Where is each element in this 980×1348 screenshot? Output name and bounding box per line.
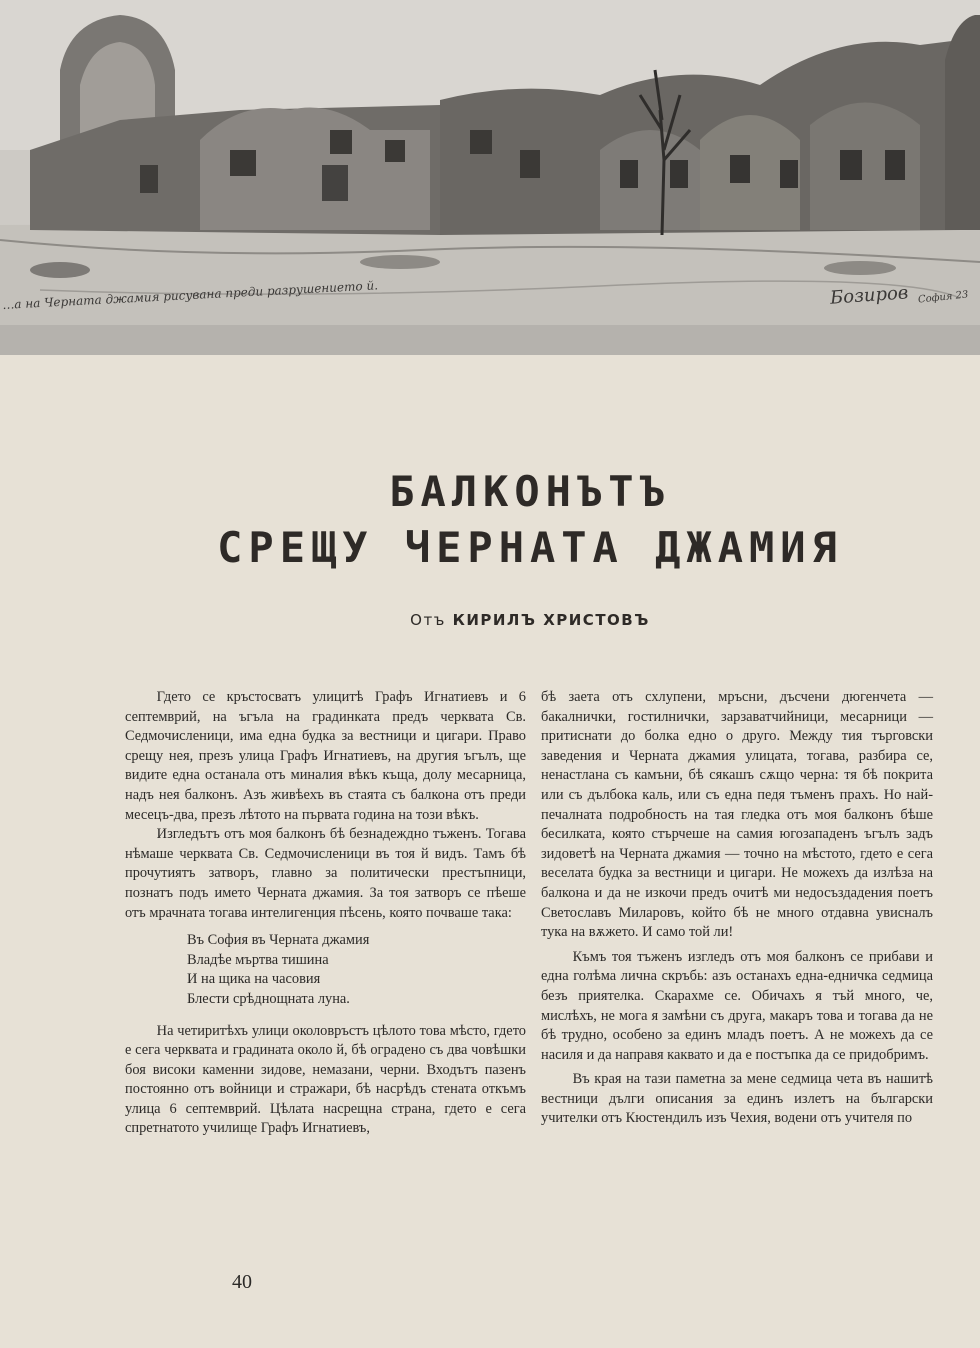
artist-signature: Бозиров — [829, 282, 909, 309]
byline — [0, 611, 980, 629]
paragraph: Къмъ тоя тъженъ изгледъ отъ моя балконъ се прибави и една голѣма лична скръбь: азъ останахъ една-едничка седмица безъ приятелка. Скарахме се. Обичахъ я тъй много, че, мислѣхъ, не мога я замѣни съ друга, макаръ това и тогава да не бѣ трудно, особено за единъ младъ поетъ. А не можехъ да се насиля и да направя каквато и да е постъпка да се придобримъ. — [541, 948, 933, 1063]
article-title-line-2: СРЕЩУ ЧЕРНАТА ДЖАМИЯ — [217, 523, 843, 572]
right-column — [541, 688, 933, 1129]
verse-line: Въ София въ Черната джамия — [187, 932, 370, 949]
page-number: 40 — [232, 1271, 252, 1293]
byline-prefix: Отъ — [410, 611, 446, 629]
paragraph: бѣ заета отъ схлупени, мръсни, дъсчени дюгенчета — бакалнички, гостилнички, зарзаватчийници, месарници — притиснати до болка едно о друго. Между тия търговски заведения и Черната джамия улицата, тогава, разбира се, ненастлана съ камъни, бѣ сякашъ сѫщо черна: тя бѣ покрита или съ дълбока каль, или съ една педя тъменъ прахъ. Но най-печалната подробность на тая гледка отъ моя балконъ бѣше бесилката, която стърчеше на самия югозападенъ ъгълъ задъ зидоветѣ на Черната джамия — точно на мѣстото, гдето е сега веселата будка за вестници и цигари. Не можехъ да излѣза на балкона и да не изкочи предъ очитѣ ми недосъздадения поетъ Светославъ Миларовъ, който бѣ не много отдавна увисналъ тука на вѫжето. И само той ли! — [541, 689, 933, 941]
verse-line: И на щика на часовия — [187, 971, 321, 988]
paragraph: На четиритѣхъ улици околовръстъ цѣлото това мѣсто, гдето е сега черквата и градината около й, бѣ оградено съ два човѣшки боя високи каменни зидове, немазани, черни. Входътъ пазенъ постоянно отъ войници и стражари, бѣ насрѣдъ стената откъмъ улица 6 септемврий. Цѣлата насрещна страна, гдето е сега спретнатото училище Графъ Игнатиевъ, — [125, 1022, 526, 1137]
paragraph: Изгледътъ отъ моя балконъ бѣ безнадеждно тъженъ. Тогава нѣмаше черквата Св. Седмочисленици въ тоя й видъ. Тамъ бѣ прочутиятъ затворъ, главно за политически престъпници, познатъ подъ името Черната джамия. За тоя затворъ се пѣеше отъ мрачната тогава интелигенция пѣсень, която почваше така: — [125, 826, 526, 921]
artist-signature-place: София 23 — [917, 289, 969, 306]
paragraph: Въ края на тази паметна за мене седмица чета въ нашитѣ вестници дълги описания за единъ излетъ на български учителки отъ Кюстендилъ изъ Чехия, водени отъ учителя по — [541, 1071, 933, 1127]
verse-quote — [187, 931, 526, 1009]
article-title-line-1: БАЛКОНЪТЪ — [389, 467, 671, 516]
verse-line: Владѣе мъртва тишина — [187, 951, 329, 968]
paragraph: Гдето се кръстосватъ улицитѣ Графъ Игнатиевъ и 6 септемврий, на ъгъла на градинката предъ черквата Св. Седмочисленици, има една будка за вестници и цигари. Право срещу нея, презъ улица Графъ Игнатиевъ, на другия ъгълъ, ще видите една останала отъ миналия вѣкъ къща, долу месарница, надъ нея балконъ. Азъ живѣехъ въ стаята съ балкона отъ преди месецъ-два, презъ лѣтото на първата година на този вѣкъ. — [125, 689, 526, 823]
left-column — [125, 688, 526, 1139]
illustration-caption: …а на Черната джамия рисувана преди разрушението й. — [2, 278, 379, 312]
verse-line: Блести срѣднощната луна. — [187, 990, 350, 1007]
byline-author: КИРИЛЪ ХРИСТОВЪ — [452, 611, 650, 629]
